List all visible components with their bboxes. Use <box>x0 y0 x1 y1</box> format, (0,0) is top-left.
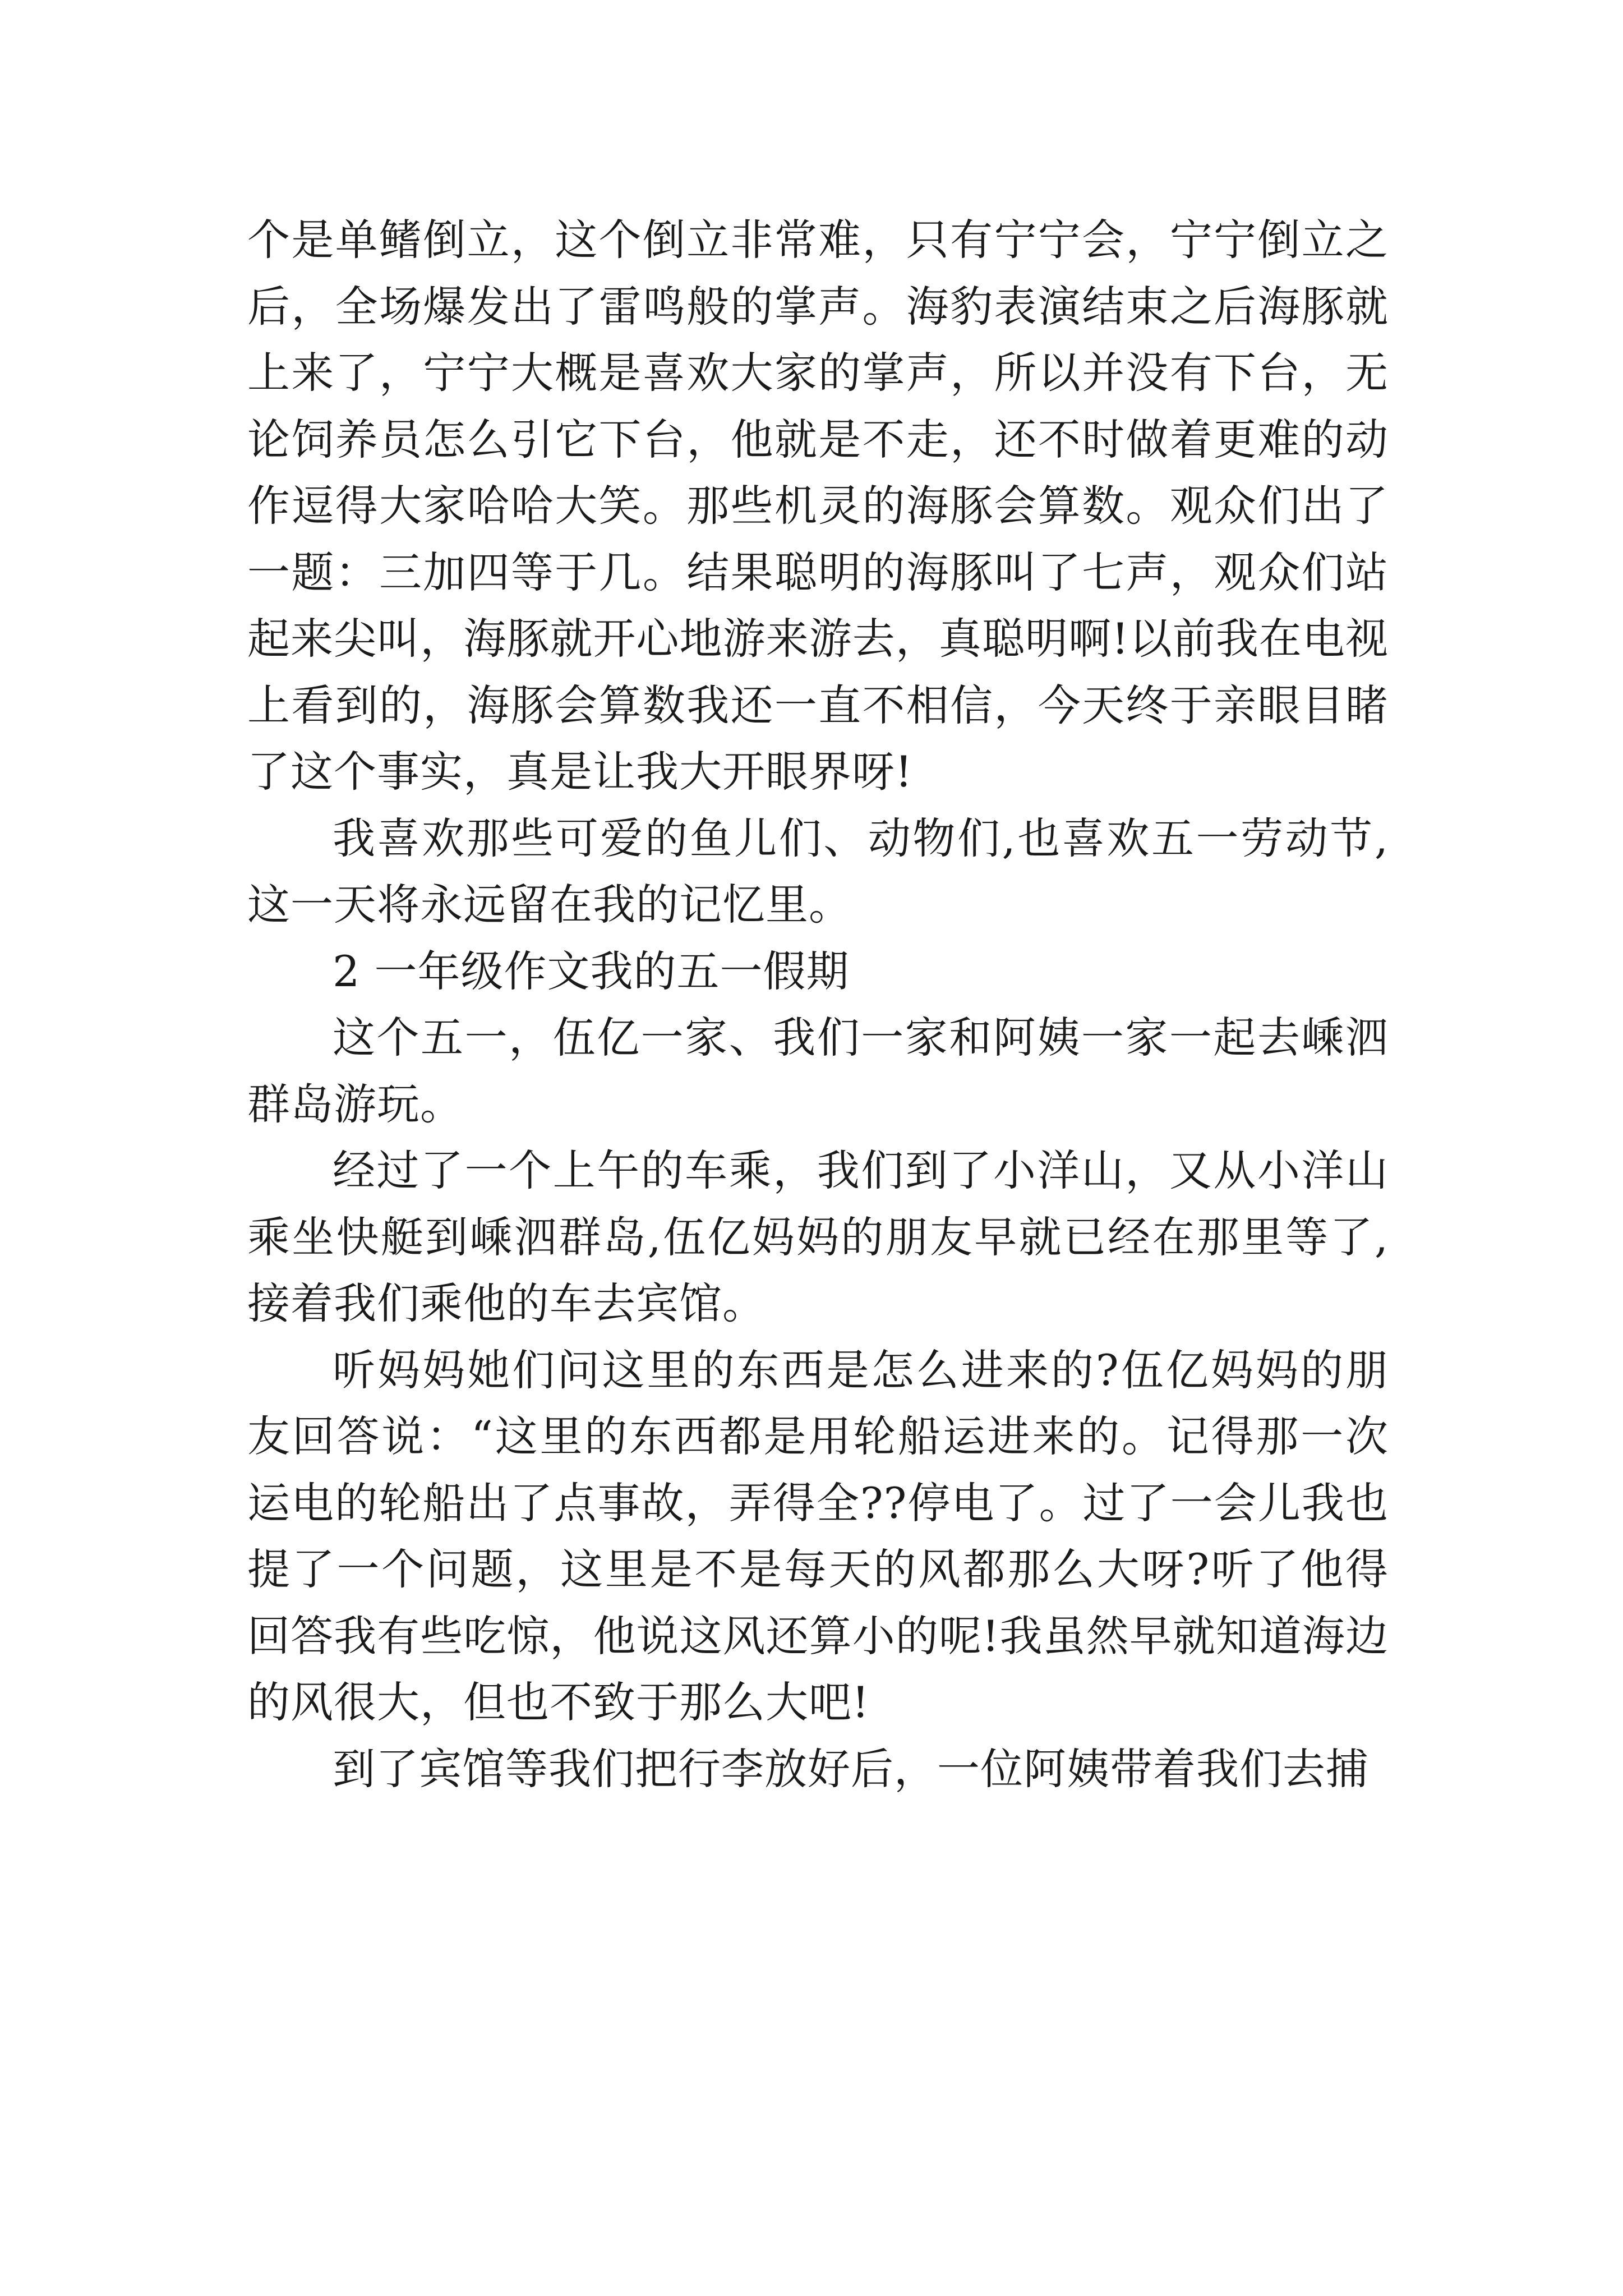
paragraph: 经过了一个上午的车乘，我们到了小洋山，又从小洋山乘坐快艇到嵊泗群岛,伍亿妈妈的朋友早就已经在那里等了,接着我们乘他的车去宾馆。 <box>247 1145 1389 1328</box>
paragraph: 我喜欢那些可爱的鱼儿们、动物们,也喜欢五一劳动节,这一天将永远留在我的记忆里。 <box>247 813 1389 930</box>
essay-title: 2 一年级作文我的五一假期 <box>333 946 850 996</box>
paragraph: 这个五一，伍亿一家、我们一家和阿姨一家一起去嵊泗群岛游玩。 <box>247 1013 1389 1129</box>
essay-body <box>247 207 1389 1802</box>
paragraph-truncated: 到了宾馆等我们把行李放好后，一位阿姨带着我们去捕 <box>333 1743 1369 1794</box>
paragraph-continued: 个是单鳍倒立，这个倒立非常难，只有宁宁会，宁宁倒立之后，全场爆发出了雷鸣般的掌声。海豹表演结束之后海豚就上来了，宁宁大概是喜欢大家的掌声，所以并没有下台，无论饲养员怎么引它下台，他就是不走，还不时做着更难的动作逗得大家哈哈大笑。那些机灵的海豚会算数。观众们出了一题：三加四等于几。结果聪明的海豚叫了七声，观众们站起来尖叫，海豚就开心地游来游去，真聪明啊!以前我在电视上看到的，海豚会算数我还一直不相信，今天终于亲眼目睹了这个事实，真是让我大开眼界呀! <box>247 215 1389 797</box>
paragraph: 听妈妈她们问这里的东西是怎么进来的?伍亿妈妈的朋友回答说：“这里的东西都是用轮船运进来的。记得那一次运电的轮船出了点事故，弄得全??停电了。过了一会儿我也提了一个问题，这里是不是每天的风都那么大呀?听了他得回答我有些吃惊，他说这风还算小的呢!我虽然早就知道海边的风很大，但也不致于那么大吧! <box>247 1345 1389 1727</box>
